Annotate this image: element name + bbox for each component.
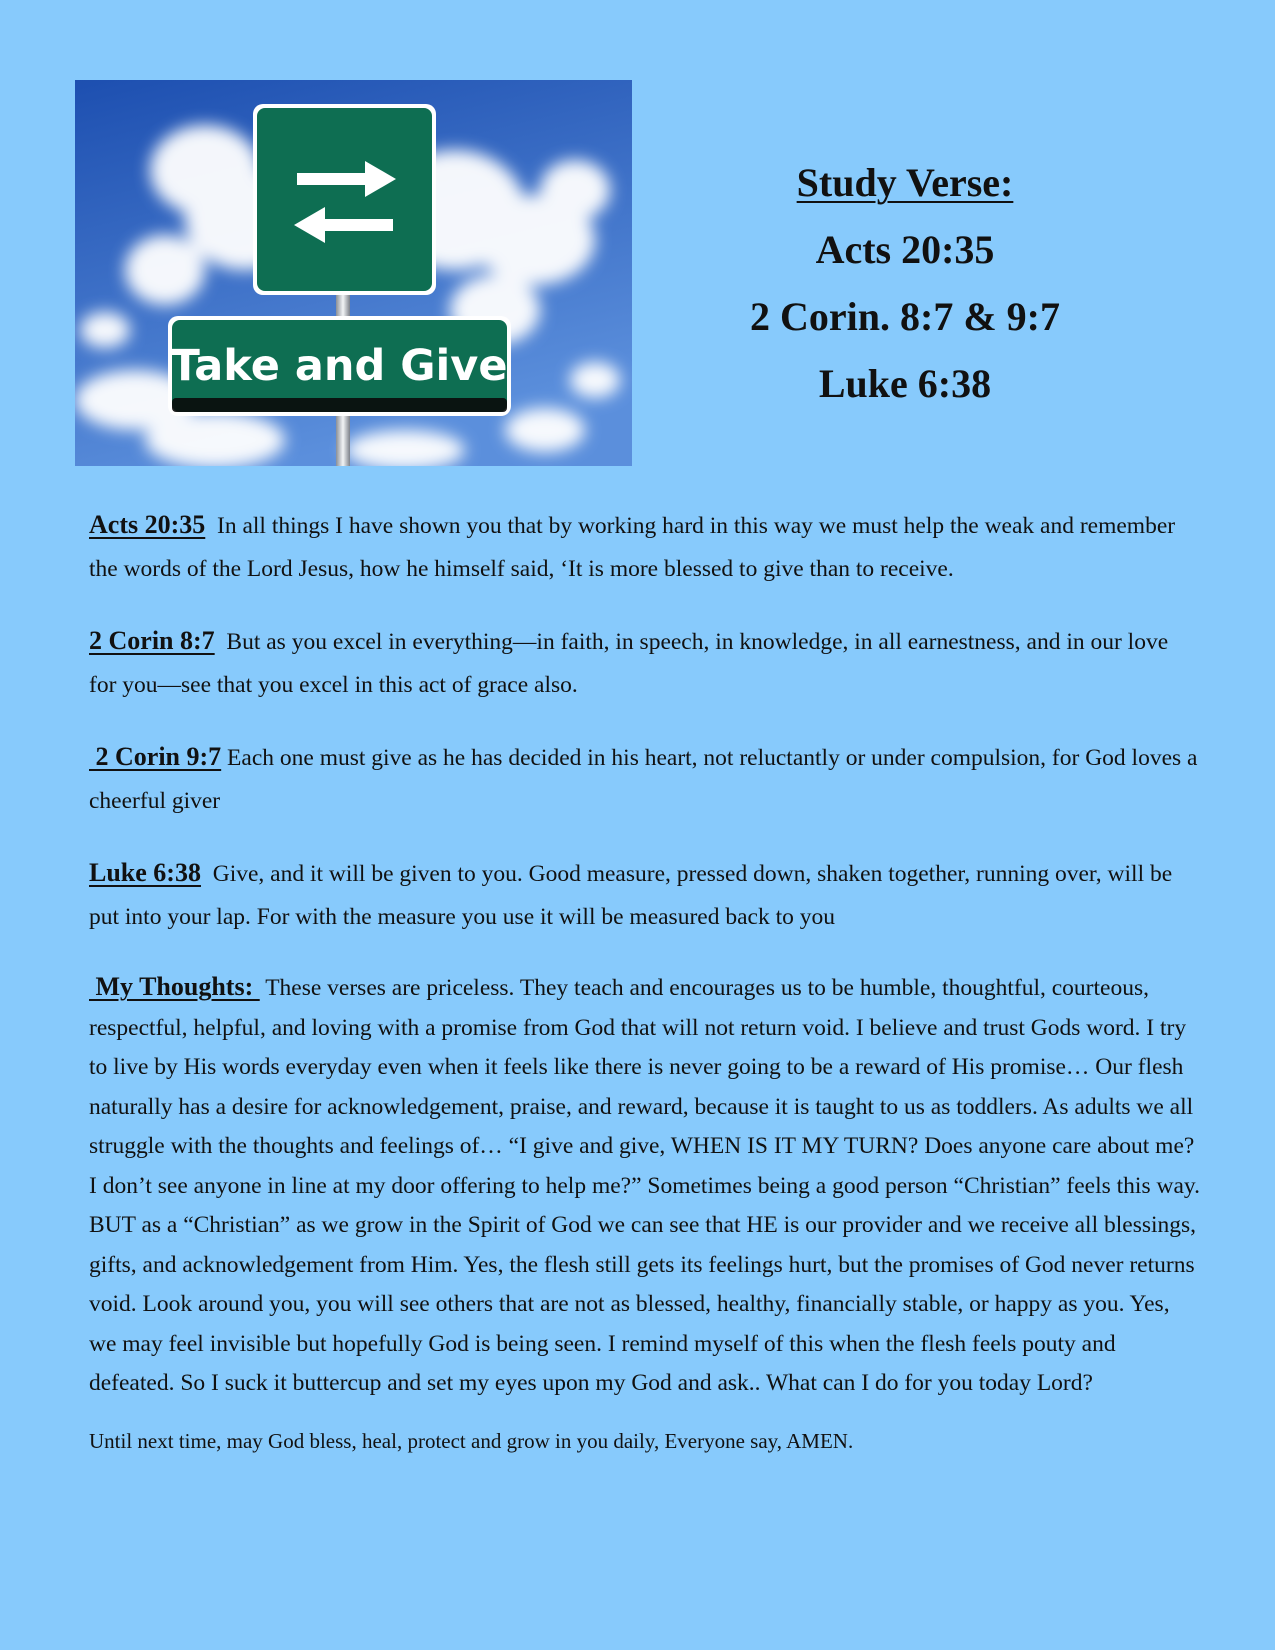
study-ref: Acts 20:35 [815, 227, 995, 272]
study-ref: Luke 6:38 [818, 361, 992, 406]
arrow-sign [253, 104, 436, 295]
verse-text: Give, and it will be given to you. Good measure, pressed down, shaken together, running over, will be put into your lap. For with the measure you use it will be measured back to you [89, 861, 1173, 930]
study-verse-heading [700, 150, 1110, 417]
study-verse-title: Study Verse: [796, 160, 1014, 205]
verse-ref: Luke 6:38 [89, 858, 201, 887]
study-ref: 2 Corin. 8:7 & 9:7 [750, 294, 1060, 339]
take-and-give-plate [168, 316, 511, 416]
study-content [89, 503, 1201, 1456]
verse-text: In all things I have shown you that by working hard in this way we must help the weak and remember the words of the Lord Jesus, how he himself said, ‘It is more blessed to give than to receive. [89, 513, 1176, 582]
verse-luke-6-38 [89, 851, 1201, 939]
my-thoughts-text: These verses are priceless. They teach and encourages us to be humble, thoughtful, courteous, respectful, helpful, and loving with a promise from God that will not return void. I believe and trust Gods word. I try to live by His words everyday even when it feels like there is never going to be a reward of His promise… Our flesh naturally has a desire for acknowledgement, praise, and reward, because it is taught to us as toddlers. As adults we all struggle with the thoughts and feelings of… “I give and give, WHEN IS IT MY TURN? Does anyone care about me? I don’t see anyone in line at my door offering to help me?” Sometimes being a good person “Christian” feels this way. BUT as a “Christian” as we grow in the Spirit of God we can see that HE is our provider and we receive all blessings, gifts, and acknowledgement from Him. Yes, the flesh still gets its feelings hurt, but the promises of God never returns void. Look around you, you will see others that are not as blessed, healthy, financially stable, or happy as you. Yes, we may feel invisible but hopefully God is being seen. I remind myself of this when the flesh feels pouty and defeated. So I suck it buttercup and set my eyes upon my God and ask.. What can I do for you today Lord? [89, 975, 1200, 1396]
verse-2-corin-9-7 [89, 735, 1201, 823]
verse-2-corin-8-7 [89, 619, 1201, 707]
closing-blessing: Until next time, may God bless, heal, protect and grow in you daily, Everyone say, AMEN. [89, 1428, 854, 1453]
verse-ref: 2 Corin 9:7 [89, 742, 222, 771]
my-thoughts-label: My Thoughts: [89, 972, 260, 1001]
verse-ref: 2 Corin 8:7 [89, 626, 215, 655]
take-and-give-sign-image [75, 80, 632, 466]
verse-text: But as you excel in everything—in faith, in speech, in knowledge, in all earnestness, and in our love for you—see that you excel in this act of grace also. [89, 629, 1169, 698]
verse-acts-20-35 [89, 503, 1201, 591]
sign-illustration [75, 80, 632, 466]
verse-text: Each one must give as he has decided in his heart, not reluctantly or under compulsion, for God loves a cheerful giver [89, 745, 1198, 814]
sign-text: Take and Give [170, 341, 508, 391]
my-thoughts [89, 967, 1201, 1404]
verse-ref: Acts 20:35 [89, 510, 206, 539]
